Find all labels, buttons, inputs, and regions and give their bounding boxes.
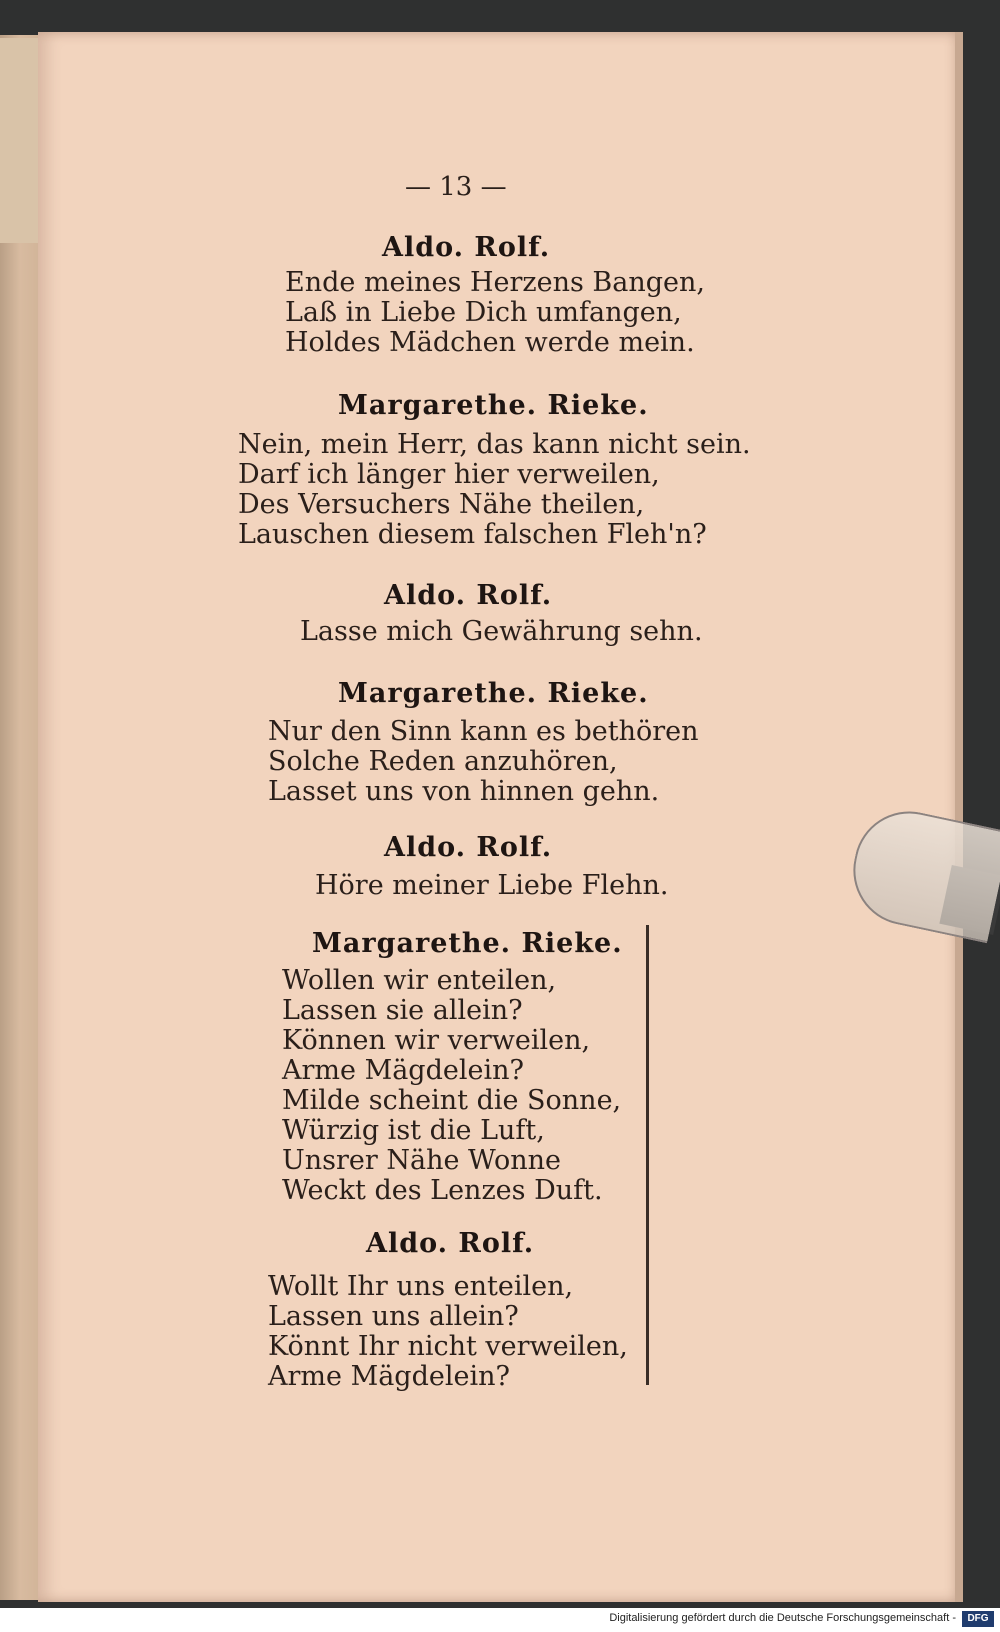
verse-line: Solche Reden anzuhören, <box>268 746 618 777</box>
verse-line: Ende meines Herzens Bangen, <box>285 267 705 298</box>
verse-line: Arme Mägdelein? <box>282 1055 524 1086</box>
speaker-heading: Aldo. Rolf. <box>384 580 553 611</box>
verse-line: Des Versuchers Nähe theilen, <box>238 489 645 520</box>
speaker-heading: Margarethe. Rieke. <box>338 390 649 421</box>
verse-line: Lasset uns von hinnen gehn. <box>268 776 660 807</box>
verse-line: Lassen uns allein? <box>268 1301 519 1332</box>
verse-line: Könnt Ihr nicht verweilen, <box>268 1331 628 1362</box>
footer-credit: Digitalisierung gefördert durch die Deutsche Forschungsgemeinschaft - <box>609 1612 956 1624</box>
dfg-logo: DFG <box>962 1611 994 1627</box>
verse-line: Unsrer Nähe Wonne <box>282 1145 561 1176</box>
verse-line: Nein, mein Herr, das kann nicht sein. <box>238 429 751 460</box>
verse-line: Lauschen diesem falschen Fleh'n? <box>238 519 707 550</box>
verse-line: Holdes Mädchen werde mein. <box>285 327 695 358</box>
verse-line: Milde scheint die Sonne, <box>282 1085 622 1116</box>
speaker-heading: Margarethe. Rieke. <box>312 928 623 959</box>
verse-line: Können wir verweilen, <box>282 1025 591 1056</box>
speaker-heading: Aldo. Rolf. <box>366 1228 535 1259</box>
speaker-heading: Margarethe. Rieke. <box>338 678 649 709</box>
verse-line: Darf ich länger hier verweilen, <box>238 459 660 490</box>
page-edge <box>955 32 963 1602</box>
speaker-heading: Aldo. Rolf. <box>384 832 553 863</box>
speaker-heading: Aldo. Rolf. <box>382 232 551 263</box>
vertical-bracket-line <box>646 925 649 1385</box>
verse-line: Nur den Sinn kann es bethören <box>268 716 699 747</box>
verse-line: Laß in Liebe Dich umfangen, <box>285 297 682 328</box>
footer-bar <box>0 1608 1000 1632</box>
verse-line: Lasse mich Gewährung sehn. <box>300 616 703 647</box>
verse-line: Würzig ist die Luft, <box>282 1115 545 1146</box>
verse-line: Wollen wir enteilen, <box>282 965 557 996</box>
verse-line: Höre meiner Liebe Flehn. <box>315 870 669 901</box>
verse-line: Wollt Ihr uns enteilen, <box>268 1271 574 1302</box>
verse-line: Weckt des Lenzes Duft. <box>282 1175 603 1206</box>
page-number: — 13 — <box>405 172 507 202</box>
verse-line: Arme Mägdelein? <box>268 1361 510 1392</box>
verse-line: Lassen sie allein? <box>282 995 523 1026</box>
